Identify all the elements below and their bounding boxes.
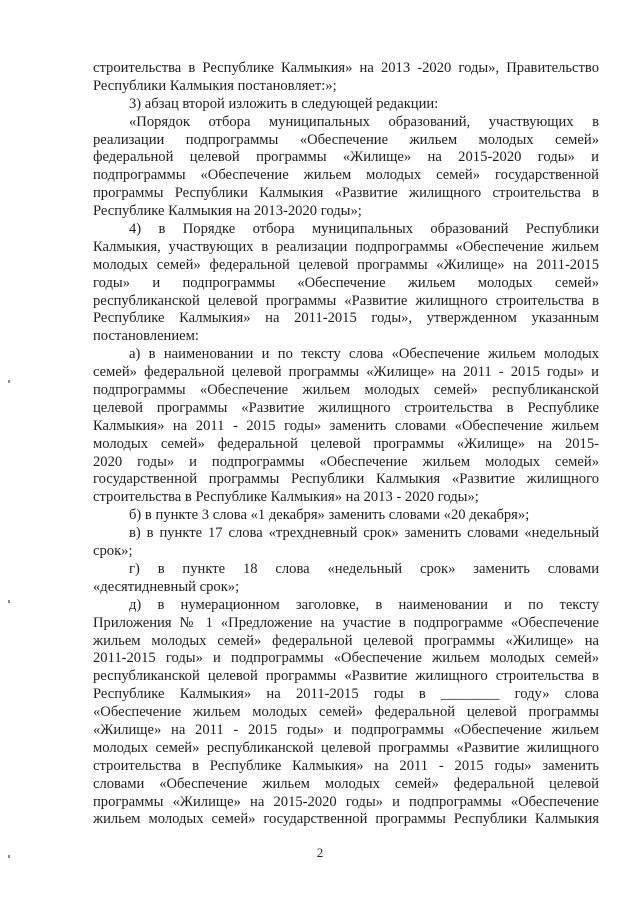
text-line: «Жилище» на 2011 - 2015 годы» и подпрограммы «Обеспечение жильем — [93, 721, 599, 738]
text-line: 2020 годы» и подпрограммы «Обеспечение жильем молодых семей» — [93, 453, 599, 470]
scan-artifact — [8, 600, 10, 603]
text-line: федеральной целевой программы «Жилище» на 2015-2020 годы» и — [93, 149, 599, 166]
text-line: постановлением: — [93, 328, 199, 345]
text-line: Республики Калмыкия постановляет:»; — [93, 77, 337, 94]
text-line: подпрограммы «Обеспечение жильем молодых семей» государственной — [93, 167, 599, 184]
text-line: молодых семей» федеральной целевой программы «Жилище» на 2011-2015 — [93, 256, 599, 273]
text-line: а) в наименовании и по тексту слова «Обеспечение жильем молодых — [129, 346, 599, 363]
scan-artifact — [8, 855, 10, 858]
text-line: «Порядок отбора муниципальных образований, участвующих в — [129, 113, 599, 130]
text-line: молодых семей» республиканской целевой программы «Развитие жилищного — [93, 739, 599, 756]
text-line: республиканской целевой программы «Развитие жилищного строительства в — [93, 668, 599, 685]
text-line: Приложения № 1 «Предложение на участие в подпрограмме «Обеспечение — [93, 614, 599, 631]
text-line: программы Республики Калмыкия «Развитие жилищного строительства в — [93, 185, 599, 202]
text-line: Калмыкия» на 2011 - 2015 годы» заменить словами «Обеспечение жильем — [93, 417, 599, 434]
text-line: д) в нумерационном заголовке, в наименовании и по тексту — [129, 596, 599, 613]
text-line: Республике Калмыкия» на 2011-2015 годы», утвержденном указанным — [93, 310, 599, 327]
text-line: «Обеспечение жильем молодых семей» федеральной целевой программы — [93, 704, 599, 721]
text-line: б) в пункте 3 слова «1 декабря» заменить словами «20 декабря»; — [129, 507, 530, 524]
text-line: строительства в Республике Калмыкия» на 2011 - 2015 годы» заменить — [93, 757, 599, 774]
text-line: г) в пункте 18 слова «недельный срок» заменить словами — [129, 560, 599, 577]
text-line: 2011-2015 годы» и подпрограммы «Обеспечение жильем молодых семей» — [93, 650, 599, 667]
page-number: 2 — [316, 845, 324, 860]
text-line: жильем молодых семей» государственной программы Республики Калмыкия — [93, 811, 599, 828]
text-line: в) в пункте 17 слова «трехдневный срок» заменить словами «недельный — [129, 525, 599, 542]
text-line: семей» федеральной целевой программы «Жилище» на 2011 - 2015 годы» и — [93, 364, 599, 381]
text-line: республиканской целевой программы «Развитие жилищного строительства в — [93, 292, 599, 309]
text-line: жильем молодых семей» федеральной целевой программы «Жилище» на — [93, 632, 599, 649]
text-line: годы» и подпрограммы «Обеспечение жильем молодых семей» — [93, 274, 599, 291]
text-line: словами «Обеспечение жильем молодых семей» федеральной целевой — [93, 775, 599, 792]
text-line: «десятидневный срок»; — [93, 578, 240, 595]
scan-artifact — [8, 380, 10, 383]
text-line: строительства в Республике Калмыкия» на 2013 -2020 годы», Правительство — [93, 60, 599, 76]
document-body-text — [93, 60, 599, 829]
text-line: подпрограммы «Обеспечение жильем молодых семей» республиканской — [93, 382, 599, 399]
text-line: государственной программы Республики Калмыкия «Развитие жилищного — [93, 471, 599, 488]
text-line: Республике Калмыкия на 2013-2020 годы»; — [93, 203, 362, 220]
text-line: молодых семей» федеральной целевой программы «Жилище» на 2015- — [93, 435, 599, 452]
text-line: 3) абзац второй изложить в следующей редакции: — [129, 95, 439, 112]
text-line: программы «Жилище» на 2015-2020 годы» и подпрограммы «Обеспечение — [93, 793, 599, 810]
text-line: срок»; — [93, 543, 133, 560]
text-line: Республике Калмыкия» на 2011-2015 годы в ________ году» слова — [93, 686, 599, 703]
text-line: реализации подпрограммы «Обеспечение жильем молодых семей» — [93, 131, 599, 148]
text-line: Калмыкия, участвующих в реализации подпрограммы «Обеспечение жильем — [93, 238, 599, 255]
text-line: 4) в Порядке отбора муниципальных образований Республики — [129, 221, 599, 238]
text-line: строительства в Республике Калмыкия» на 2013 - 2020 годы»; — [93, 489, 479, 506]
text-line: целевой программы «Развитие жилищного строительства в Республике — [93, 399, 599, 416]
